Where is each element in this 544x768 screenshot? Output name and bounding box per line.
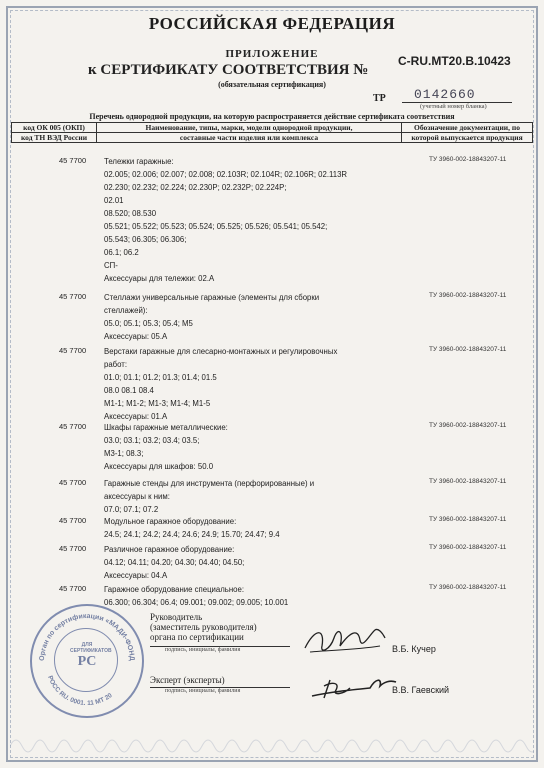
- description-line: Стеллажи универсальные гаражные (элементы для сборки: [104, 293, 320, 302]
- description-line: Аксессуары: 04.A: [104, 571, 168, 580]
- document-reference: ТУ 3960-002-18843207-11: [429, 292, 507, 299]
- document-reference: ТУ 3960-002-18843207-11: [429, 346, 507, 353]
- expert-label: Эксперт (эксперты): [150, 675, 225, 685]
- description-line: Модульное гаражное оборудование:: [104, 517, 237, 526]
- description-line: Тележки гаражные:: [104, 157, 174, 166]
- product-description: [104, 584, 404, 610]
- head-label-line1: Руководитель: [150, 612, 203, 622]
- guilloche-border: [10, 734, 534, 758]
- header-col1-top: код ОК 005 (ОКП): [12, 123, 97, 133]
- product-table: [11, 150, 533, 607]
- description-line: работ:: [104, 360, 128, 369]
- certificate-number: C-RU.MT20.B.10423: [398, 54, 511, 68]
- document-reference: ТУ 3960-002-18843207-11: [429, 422, 507, 429]
- stamp-center-text: ДЛЯ СЕРТИФИКАТОВ: [70, 642, 112, 654]
- mandatory-note: (обязательная сертификация): [218, 80, 326, 89]
- expert-signature: [310, 672, 400, 702]
- head-signature-caption: подпись, инициалы, фамилия: [165, 647, 241, 653]
- description-line: 08.520; 08.530: [104, 209, 157, 218]
- description-line: Гаражные стенды для инструмента (перфорированные) и: [104, 479, 315, 488]
- product-description: [104, 516, 404, 542]
- list-caption: Перечень однородной продукции, на которую распространяется действие сертификата соответствия: [89, 112, 455, 121]
- okp-code: 45 7700: [59, 478, 87, 487]
- head-signature: [300, 620, 390, 660]
- description-line: Аксессуары: 05.A: [104, 332, 168, 341]
- description-line: Аксессуары для тележки: 02.A: [104, 274, 215, 283]
- description-line: Аксессуары для шкафов: 50.0: [104, 462, 214, 471]
- product-description: [104, 156, 404, 286]
- description-line: 05.0; 05.1; 05.3; 05.4; M5: [104, 319, 193, 328]
- blank-number: 0142660: [414, 87, 476, 102]
- description-line: аксессуары к ним:: [104, 492, 170, 501]
- okp-code: 45 7700: [59, 422, 87, 431]
- table-header: [11, 122, 533, 143]
- expert-name: В.В. Гаевский: [392, 685, 450, 695]
- description-line: 02.005; 02.006; 02.007; 02.008; 02.103R; 02.104R; 02.106R; 02.113R: [104, 170, 348, 179]
- okp-code: 45 7700: [59, 584, 87, 593]
- description-line: 03.0; 03.1; 03.2; 03.4; 03.5;: [104, 436, 200, 445]
- description-line: 01.0; 01.1; 01.2; 01.3; 01.4; 01.5: [104, 373, 217, 382]
- description-line: M3-1; 08.3;: [104, 449, 144, 458]
- product-description: [104, 346, 404, 424]
- certificate-heading: к СЕРТИФИКАТУ СООТВЕТСТВИЯ №: [88, 62, 369, 78]
- document-reference: ТУ 3960-002-18843207-11: [429, 156, 507, 163]
- stamp-logo: РС: [77, 654, 97, 669]
- head-label-line2: (заместитель руководителя): [150, 622, 257, 632]
- product-description: [104, 422, 404, 474]
- okp-code: 45 7700: [59, 156, 87, 165]
- description-line: 24.5; 24.1; 24.2; 24.4; 24.6; 24.9; 15.70; 24.47; 9.4: [104, 530, 280, 539]
- header-col2-top: Наименование, типы, марки, модели однородной продукции,: [97, 123, 402, 133]
- product-description: [104, 292, 404, 344]
- document-reference: ТУ 3960-002-18843207-11: [429, 478, 507, 485]
- certification-stamp: [30, 604, 144, 718]
- description-line: Различное гаражное оборудование:: [104, 545, 235, 554]
- description-line: 02.01: [104, 196, 124, 205]
- description-line: СП-: [104, 261, 118, 270]
- okp-code: 45 7700: [59, 516, 87, 525]
- document-reference: ТУ 3960-002-18843207-11: [429, 584, 507, 591]
- tp-label: ТР: [373, 93, 386, 104]
- head-label-line3: органа по сертификации: [150, 632, 244, 642]
- okp-code: 45 7700: [59, 292, 87, 301]
- expert-signature-caption: подпись, инициалы, фамилия: [165, 688, 241, 694]
- blank-number-caption: (учетный номер бланка): [420, 103, 487, 110]
- okp-code: 45 7700: [59, 346, 87, 355]
- description-line: Верстаки гаражные для слесарно-монтажных и регулировочных: [104, 347, 338, 356]
- stamp-bottom-text: РОСС RU. 0001. 11 МТ 20: [46, 674, 114, 708]
- description-line: 07.0; 07.1; 07.2: [104, 505, 159, 514]
- description-line: 04.12; 04.11; 04.20; 04.30; 04.40; 04.50;: [104, 558, 245, 567]
- header-col3-bottom: которой выпускается продукция: [402, 133, 533, 143]
- description-line: 06.300; 06.304; 06.4; 09.001; 09.002; 09.005; 10.001: [104, 598, 289, 607]
- description-line: 06.1; 06.2: [104, 248, 139, 257]
- document-reference: ТУ 3960-002-18843207-11: [429, 516, 507, 523]
- annex-title: ПРИЛОЖЕНИЕ: [225, 48, 319, 60]
- description-line: Гаражное оборудование специальное:: [104, 585, 244, 594]
- description-line: Шкафы гаражные металлические:: [104, 423, 228, 432]
- description-line: M1-1; M1-2; M1-3; M1-4; M1-5: [104, 399, 211, 408]
- description-line: Аксессуары: 01.A: [104, 412, 168, 421]
- header-col1-bottom: код ТН ВЭД России: [12, 133, 97, 143]
- okp-code: 45 7700: [59, 544, 87, 553]
- description-line: стеллажей):: [104, 306, 148, 315]
- description-line: 05.543; 06.305; 06.306;: [104, 235, 187, 244]
- header-col3-top: Обозначение документации, по: [402, 123, 533, 133]
- description-line: 05.521; 05.522; 05.523; 05.524; 05.525; 05.526; 05.541; 05.542;: [104, 222, 328, 231]
- product-description: [104, 544, 404, 583]
- head-signatory-name: В.Б. Кучер: [392, 644, 436, 654]
- head-signatory-label: [150, 612, 257, 642]
- header-col2-bottom: составные части изделия или комплекса: [97, 133, 402, 143]
- product-description: [104, 478, 404, 517]
- description-line: 02.230; 02.232; 02.224; 02.230P; 02.232P; 02.224P;: [104, 183, 287, 192]
- stamp-top-text: Орган по сертификации «МАДИ-ФОНД: [38, 612, 136, 662]
- country-title: РОССИЙСКАЯ ФЕДЕРАЦИЯ: [148, 14, 396, 33]
- description-line: 08.0 08.1 08.4: [104, 386, 154, 395]
- document-reference: ТУ 3960-002-18843207-11: [429, 544, 507, 551]
